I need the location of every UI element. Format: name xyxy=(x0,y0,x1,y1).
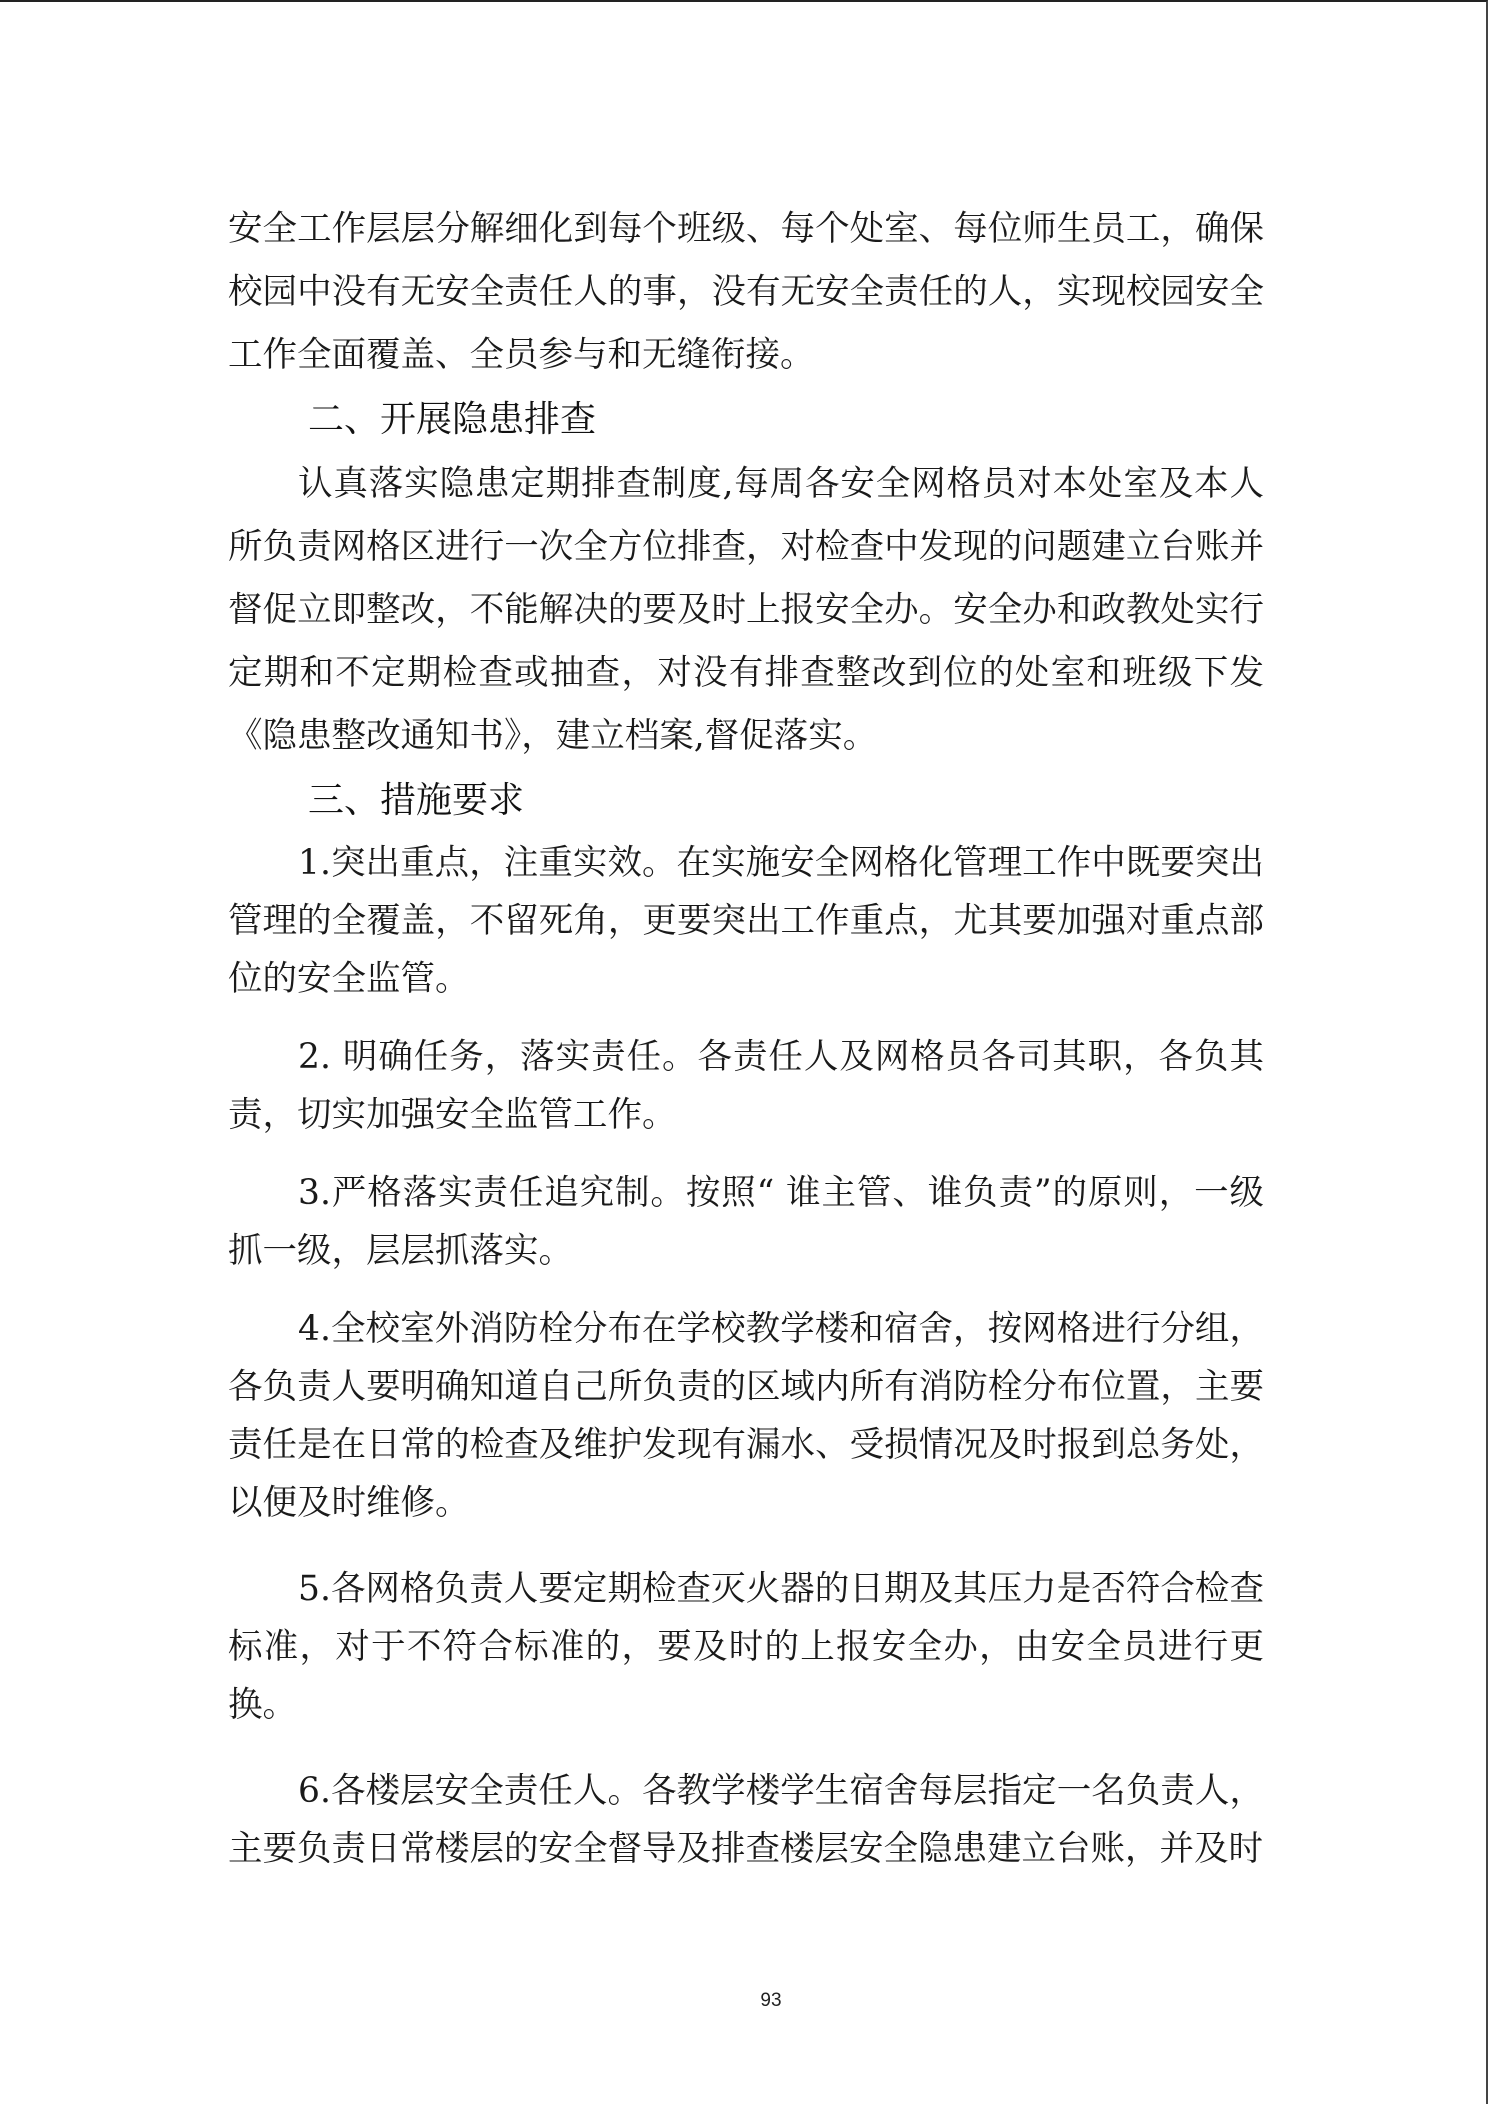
intro-paragraph: 安全工作层层分解细化到每个班级、每个处室、每位师生员工，确保校园中没有无安全责任人的事，没有无安全责任的人，实现校园安全工作全面覆盖、全员参与和无缝衔接。 xyxy=(228,209,1264,375)
measure-item-6: 6.各楼层安全责任人。各教学楼学生宿舍每层指定一名负责人，主要负责日常楼层的安全督导及排查楼层安全隐患建立台账，并及时 xyxy=(228,1771,1264,1869)
section-heading-hazard-inspection: 二、开展隐患排查 xyxy=(308,399,597,440)
measure-item-2: 2. 明确任务，落实责任。各责任人及网格员各司其职，各负其责，切实加强安全监管工作。 xyxy=(228,1037,1264,1135)
measure-item-4: 4.全校室外消防栓分布在学校教学楼和宿舍，按网格进行分组，各负责人要明确知道自己所负责的区域内所有消防栓分布位置，主要责任是在日常的检查及维护发现有漏水、受损情况及时报到总务处，以便及时维修。 xyxy=(228,1309,1264,1523)
page-content xyxy=(228,198,1264,1878)
section-heading-measures: 三、措施要求 xyxy=(308,780,525,821)
hazard-inspection-paragraph: 认真落实隐患定期排查制度,每周各安全网格员对本处室及本人所负责网格区进行一次全方位排查，对检查中发现的问题建立台账并督促立即整改，不能解决的要及时上报安全办。安全办和政教处实行定期和不定期检查或抽查，对没有排查整改到位的处室和班级下发《隐患整改通知书》，建立档案,督促落实。 xyxy=(228,464,1264,756)
page-number: 93 xyxy=(760,1990,782,2011)
measure-item-1: 1.突出重点，注重实效。在实施安全网格化管理工作中既要突出管理的全覆盖，不留死角，更要突出工作重点，尤其要加强对重点部位的安全监管。 xyxy=(228,843,1264,999)
measure-item-5: 5.各网格负责人要定期检查灭火器的日期及其压力是否符合检查标准，对于不符合标准的，要及时的上报安全办，由安全员进行更换。 xyxy=(228,1569,1264,1725)
measure-item-3: 3.严格落实责任追究制。按照“ 谁主管、谁负责”的原则，一级抓一级，层层抓落实。 xyxy=(228,1173,1264,1271)
